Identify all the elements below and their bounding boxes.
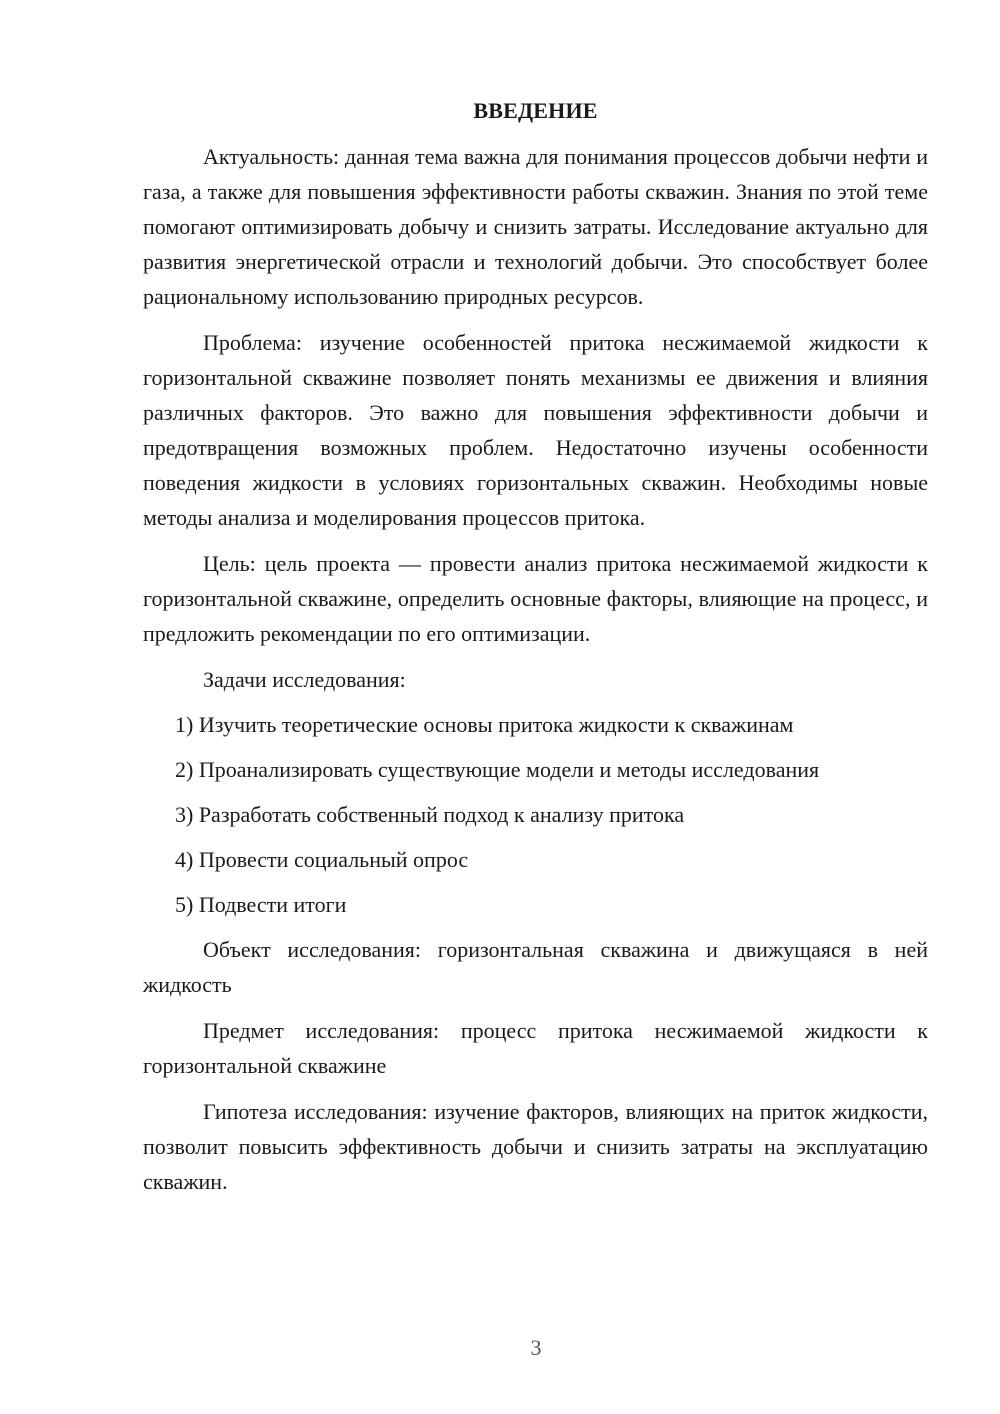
list-item: 2) Проанализировать существующие модели и методы исследования — [175, 757, 820, 782]
list-item: 3) Разработать собственный подход к анализу притока — [175, 802, 685, 827]
tasks-list — [143, 707, 928, 922]
relevance-paragraph: Актуальность: данная тема важна для понимания процессов добычи нефти и газа, а также для повышения эффективности работы скважин. Знания по этой теме помогают оптимизировать добычу и снизить затраты. Исследование актуально для развития энергетической отрасли и технологий добычи. Это способствует более рациональному использованию природных ресурсов. — [143, 144, 928, 309]
problem-paragraph: Проблема: изучение особенностей притока несжимаемой жидкости к горизонтальной скважине позволяет понять механизмы ее движения и влияния различных факторов. Это важно для повышения эффективности добычи и предотвращения возможных проблем. Недостаточно изучены особенности поведения жидкости в условиях горизонтальных скважин. Необходимы новые методы анализа и моделирования процессов притока. — [143, 330, 928, 530]
hypothesis-paragraph: Гипотеза исследования: изучение факторов, влияющих на приток жидкости, позволит повысить эффективность добычи и снизить затраты на эксплуатацию скважин. — [143, 1099, 928, 1194]
list-item: 5) Подвести итоги — [175, 892, 347, 917]
tasks-heading: Задачи исследования: — [203, 667, 406, 692]
page-content — [143, 96, 928, 1210]
goal-paragraph: Цель: цель проекта — провести анализ притока несжимаемой жидкости к горизонтальной скважине, определить основные факторы, влияющие на процесс, и предложить рекомендации по его оптимизации. — [143, 551, 928, 646]
list-item: 4) Провести социальный опрос — [175, 847, 469, 872]
subject-paragraph: Предмет исследования: процесс притока несжимаемой жидкости к горизонтальной скважине — [143, 1018, 928, 1078]
section-title: ВВЕДЕНИЕ — [473, 98, 598, 123]
page-number: 3 — [530, 1335, 542, 1360]
object-paragraph: Объект исследования: горизонтальная скважина и движущаяся в ней жидкость — [143, 937, 928, 997]
list-item: 1) Изучить теоретические основы притока жидкости к скважинам — [175, 712, 794, 737]
